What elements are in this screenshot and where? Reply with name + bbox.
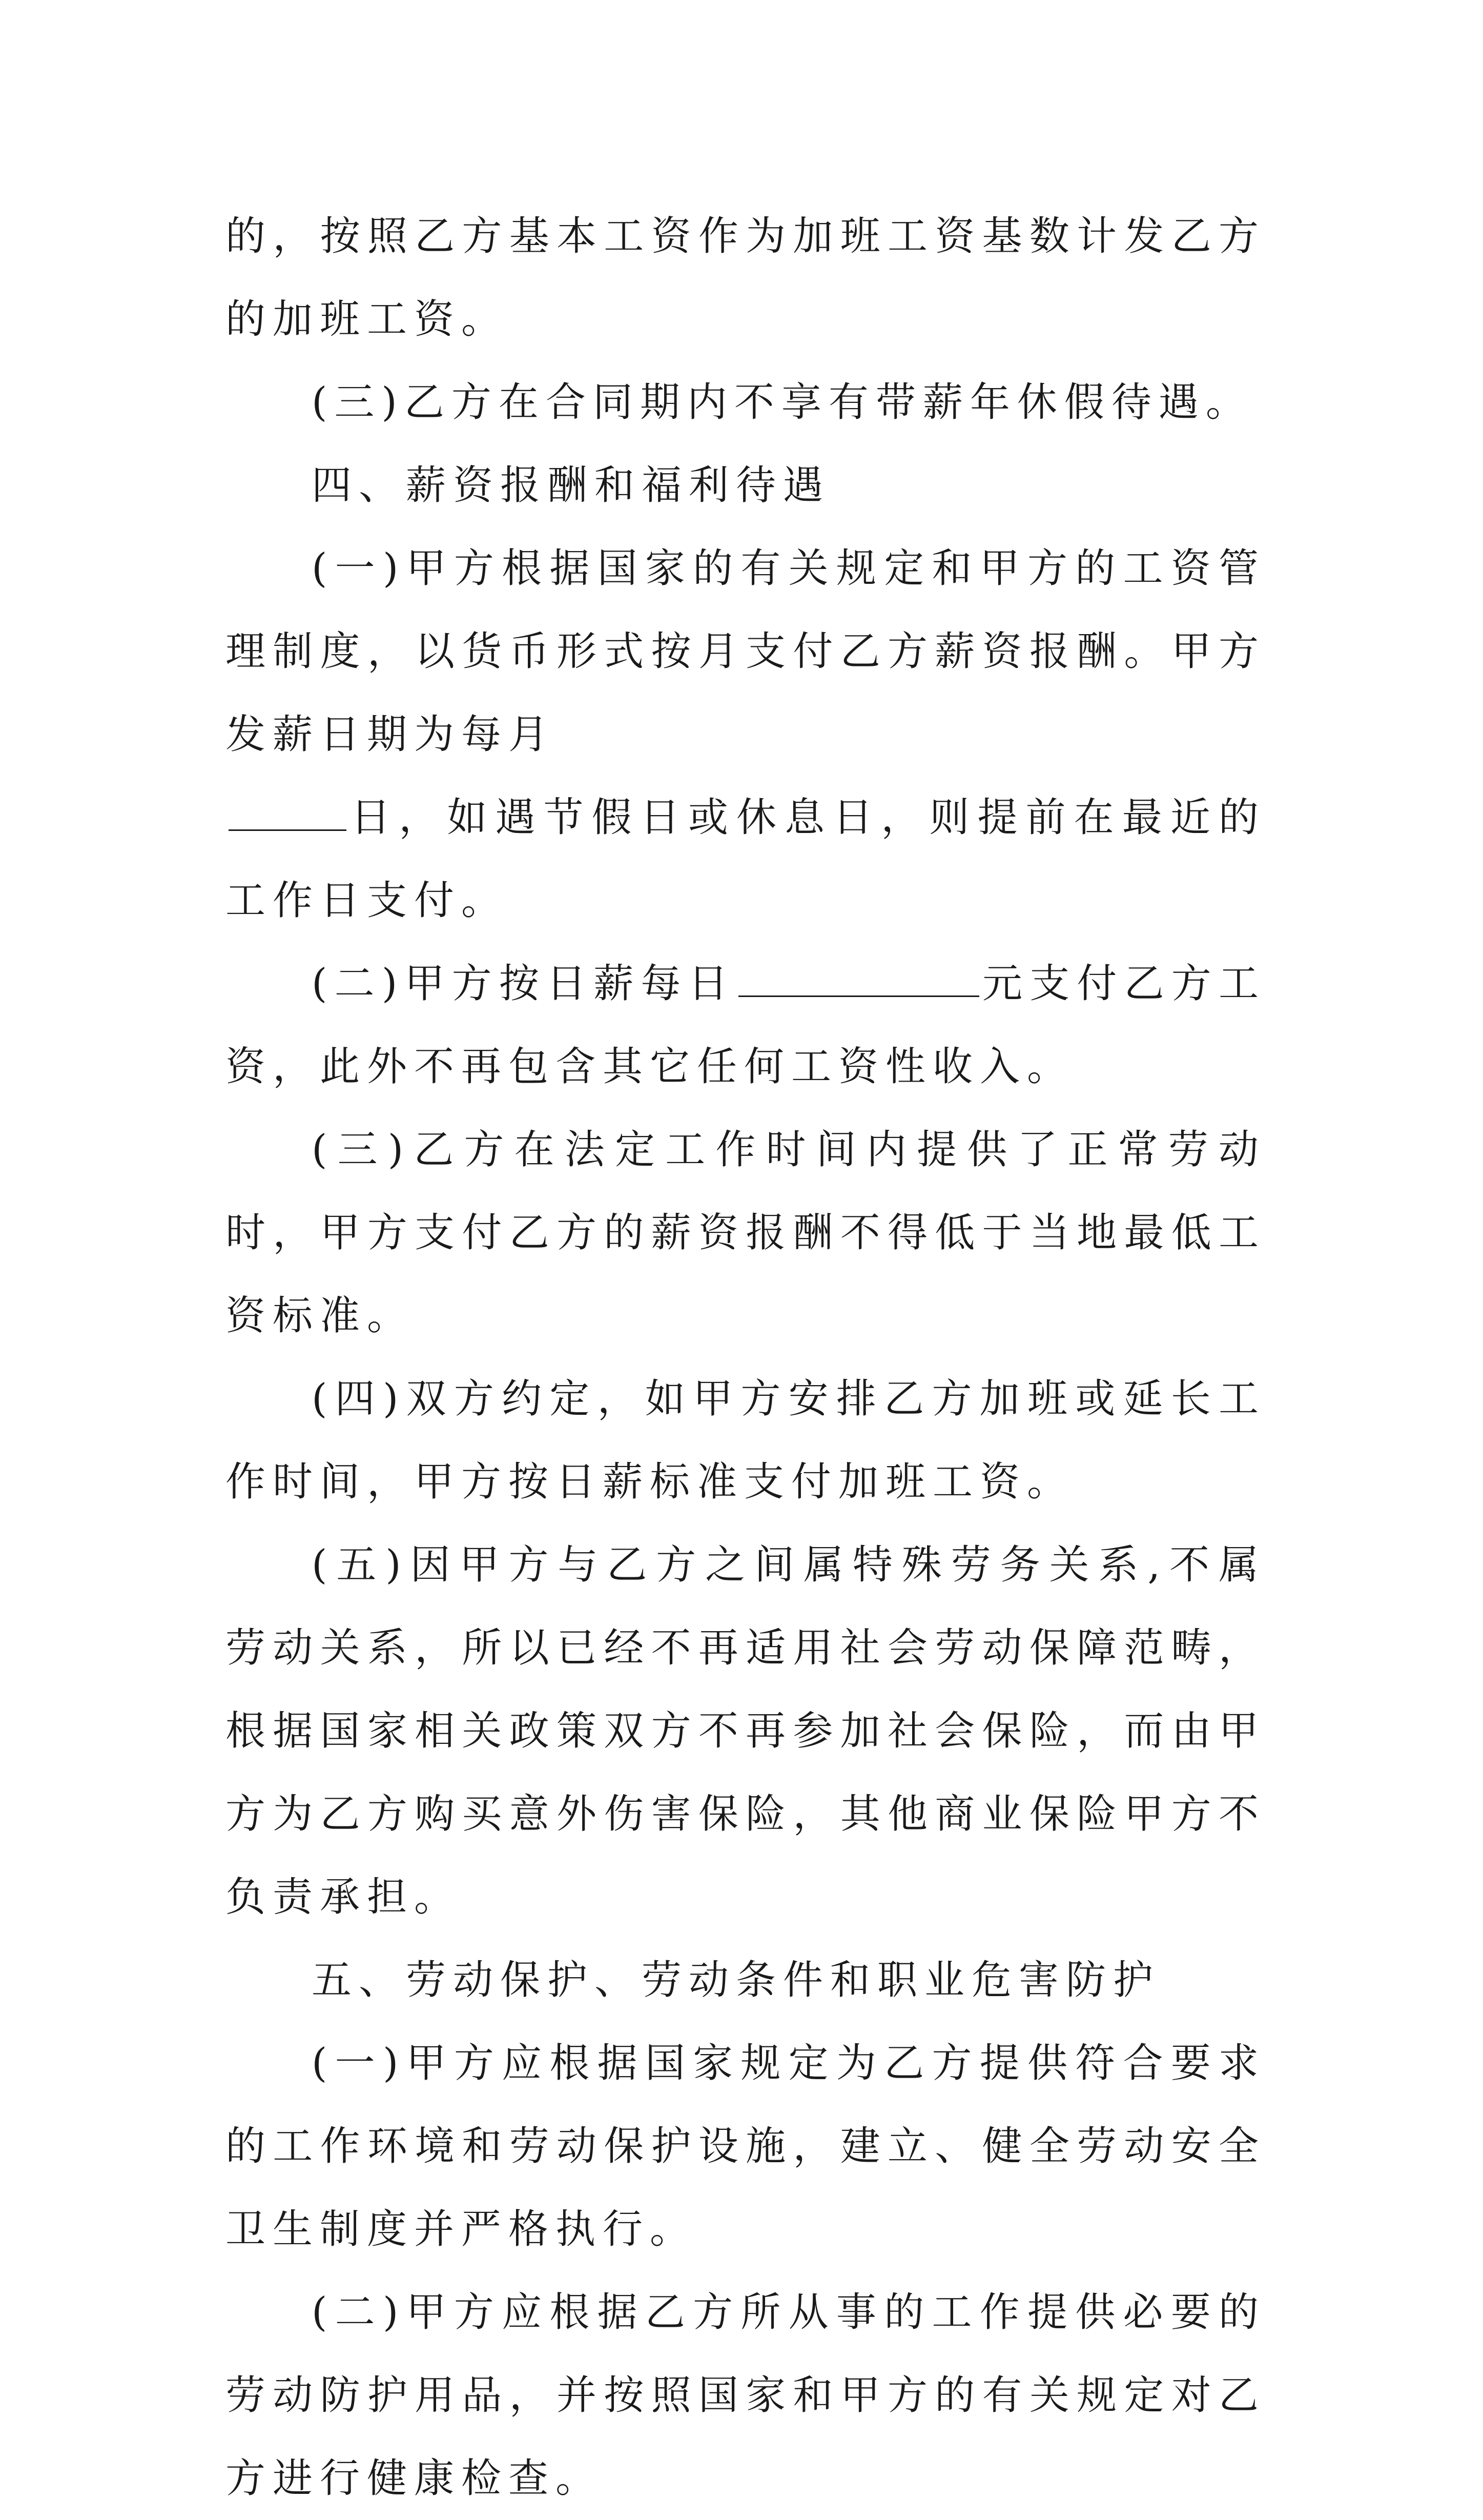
section-heading-labor-protection: 五、劳动保护、劳动条件和职业危害防护: [312, 1957, 1161, 2003]
paragraph-overtime-agreement: (四)双方约定，如甲方安排乙方加班或延长工作时间，甲方按日薪标准支付加班工资。: [225, 1376, 1266, 1505]
payday-text-after: 日，如遇节假日或休息日，则提前在最近的工作日支付。: [225, 795, 1266, 924]
daily-wage-text-after: 元支付乙方工资，此外不再包含其它任何工资性收入。: [225, 961, 1266, 1090]
payday-text-before: (一)甲方根据国家的有关规定和甲方的工资管理制度，以货币形式按月支付乙方薪资报酬。甲方发薪日期为每月: [225, 545, 1266, 758]
paragraph-work-environment: (一)甲方应根据国家规定为乙方提供符合要求的工作环境和劳动保护设施，建立、健全劳动安全卫生制度并严格执行。: [225, 2040, 1266, 2252]
payday-blank-line: [229, 794, 346, 831]
document-body: [225, 195, 1266, 2520]
paragraph-protective-equipment: (二)甲方应根据乙方所从事的工作提供必要的劳动防护用品，并按照国家和甲方的有关规定对乙方进行健康检查。: [225, 2289, 1266, 2502]
daily-wage-blank-line: [738, 960, 979, 997]
paragraph-daily-wage: [225, 942, 1266, 1108]
paragraph-overtime-wage-continued: 的，按照乙方基本工资作为加班工资基数计发乙方的加班工资。: [225, 213, 1266, 342]
paragraph-payday: [225, 527, 1266, 942]
paragraph-no-paid-leave: (三)乙方在合同期内不享有带薪年休假待遇。: [312, 379, 1253, 425]
daily-wage-text-before: (二)甲方按日薪每日: [312, 961, 735, 1007]
section-heading-salary-welfare: 四、薪资报酬和福利待遇: [312, 462, 831, 509]
paragraph-minimum-wage: (三)乙方在法定工作时间内提供了正常劳动时，甲方支付乙方的薪资报酬不得低于当地最低工资标准。: [225, 1127, 1266, 1339]
paragraph-insurance: (五)因甲方与乙方之间属特殊劳务关系,不属劳动关系，所以已经不再适用社会劳动保障范畴，根据国家相关政策双方不再参加社会保险，而由甲方为乙方购买意外伤害保险，其他商业保险甲方不负责承担。: [225, 1542, 1266, 1920]
